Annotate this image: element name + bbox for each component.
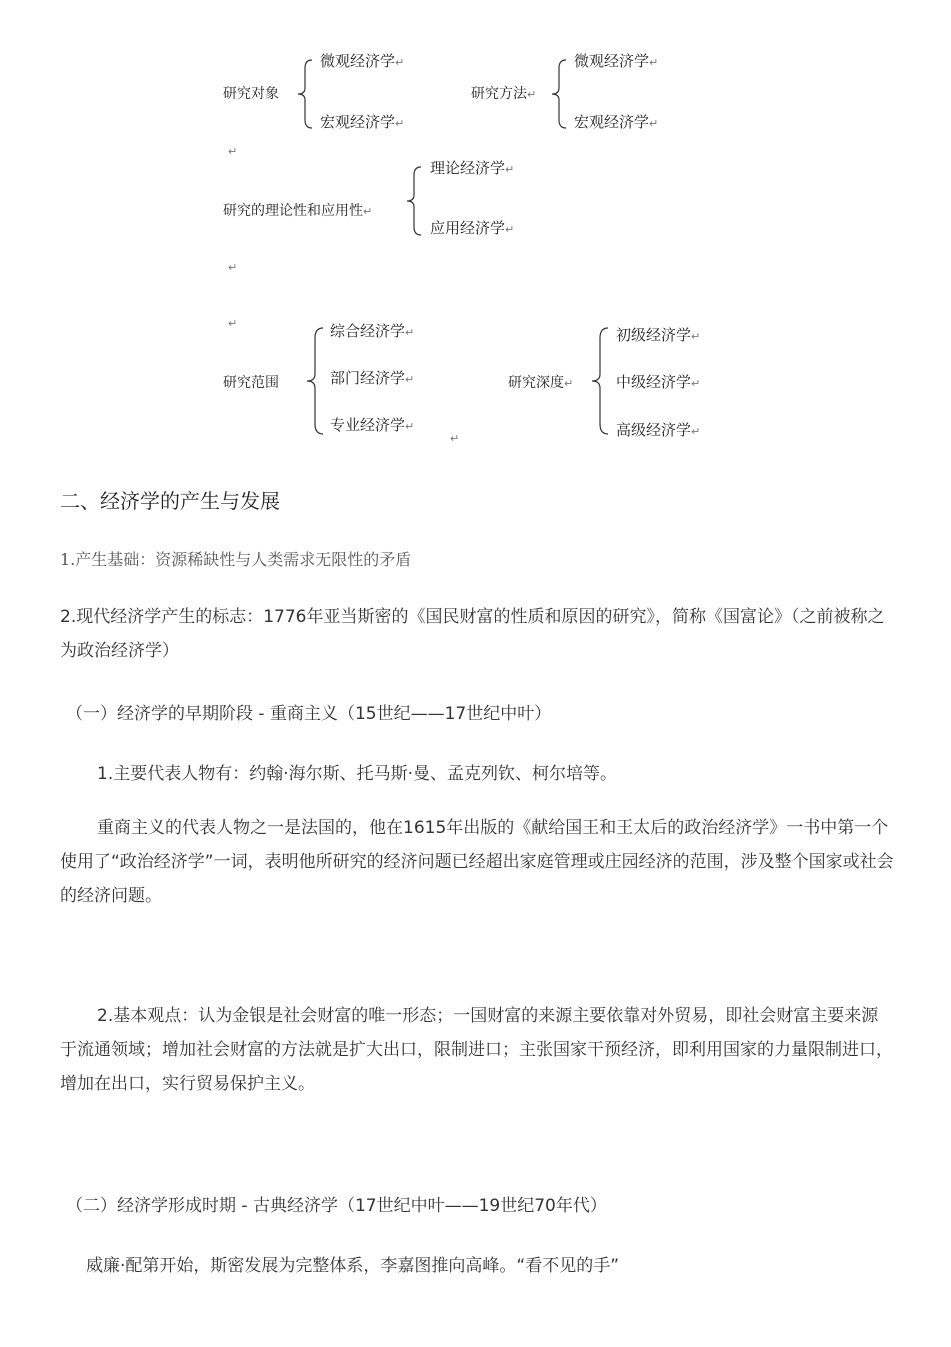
brace-icon xyxy=(305,326,327,436)
mercantilism-basic-views: 2.基本观点：认为金银是社会财富的唯一形态；一国财富的来源主要依靠对外贸易，即社会财富主要来源于流通领域；增加社会财富的方法就是扩大出口，限制进口；主张国家干预经济，即利用国家的力量限制进口，增加在出口，实行贸易保护主义。 xyxy=(60,1006,893,1094)
section-heading: 二、经济学的产生与发展 xyxy=(60,489,280,513)
diagram-leaf: 微观经济学↵ xyxy=(574,52,659,70)
diagram-root-research-depth: 研究深度↵ xyxy=(508,375,574,391)
mercantilism-political-economy: 重商主义的代表人物之一是法国的，他在1615年出版的《献给国王和王太后的政治经济学》一书中第一个使用了“政治经济学”一词，表明他所研究的经济问题已经超出家庭管理或庄园经济的范围，涉及整个国家或社会的经济问题。 xyxy=(60,818,894,906)
diagram-leaf: 应用经济学↵ xyxy=(430,219,515,237)
diagram-leaf: 宏观经济学↵ xyxy=(574,113,659,131)
brace-icon xyxy=(296,58,316,130)
brace-icon xyxy=(550,58,570,130)
production-basis: 1.产生基础：资源稀缺性与人类需求无限性的矛盾 xyxy=(60,550,412,569)
paragraph-mark-icon: ↵ xyxy=(228,317,238,330)
mercantilism-representatives: 1.主要代表人物有：约翰·海尔斯、托马斯·曼、孟克列钦、柯尔培等。 xyxy=(97,764,618,784)
diagram-root-research-object: 研究对象 xyxy=(223,86,279,102)
diagram-leaf: 专业经济学↵ xyxy=(330,416,415,434)
subsection-mercantilism-title: （一）经济学的早期阶段 - 重商主义（15世纪——17世纪中叶） xyxy=(66,704,552,724)
diagram-leaf: 中级经济学↵ xyxy=(616,373,701,391)
diagram-leaf: 部门经济学↵ xyxy=(330,369,415,387)
diagram-leaf: 初级经济学↵ xyxy=(616,326,701,344)
diagram-root-research-method: 研究方法↵ xyxy=(471,86,537,102)
classical-economics-summary: 威廉·配第开始，斯密发展为完整体系，李嘉图推向高峰。“看不见的手” xyxy=(86,1256,620,1276)
modern-economics-marker: 2.现代经济学产生的标志：1776年亚当斯密的《国民财富的性质和原因的研究》，简称《国富论》（之前被称之为政治经济学） xyxy=(60,607,885,661)
brace-icon xyxy=(590,326,612,436)
diagram-leaf: 理论经济学↵ xyxy=(430,159,515,177)
paragraph-mark-icon: ↵ xyxy=(228,145,238,158)
paragraph-mark-icon: ↵ xyxy=(450,432,460,445)
diagram-root-theory-application: 研究的理论性和应用性↵ xyxy=(223,203,373,219)
diagram-leaf: 宏观经济学↵ xyxy=(320,113,405,131)
subsection-classical-title: （二）经济学形成时期 - 古典经济学（17世纪中叶——19世纪70年代） xyxy=(66,1196,607,1216)
diagram-leaf: 高级经济学↵ xyxy=(616,421,701,439)
diagram-leaf: 微观经济学↵ xyxy=(320,52,405,70)
diagram-leaf: 综合经济学↵ xyxy=(330,322,415,340)
paragraph-mark-icon: ↵ xyxy=(228,261,238,274)
brace-icon xyxy=(405,165,425,237)
diagram-root-research-scope: 研究范围 xyxy=(223,375,279,391)
